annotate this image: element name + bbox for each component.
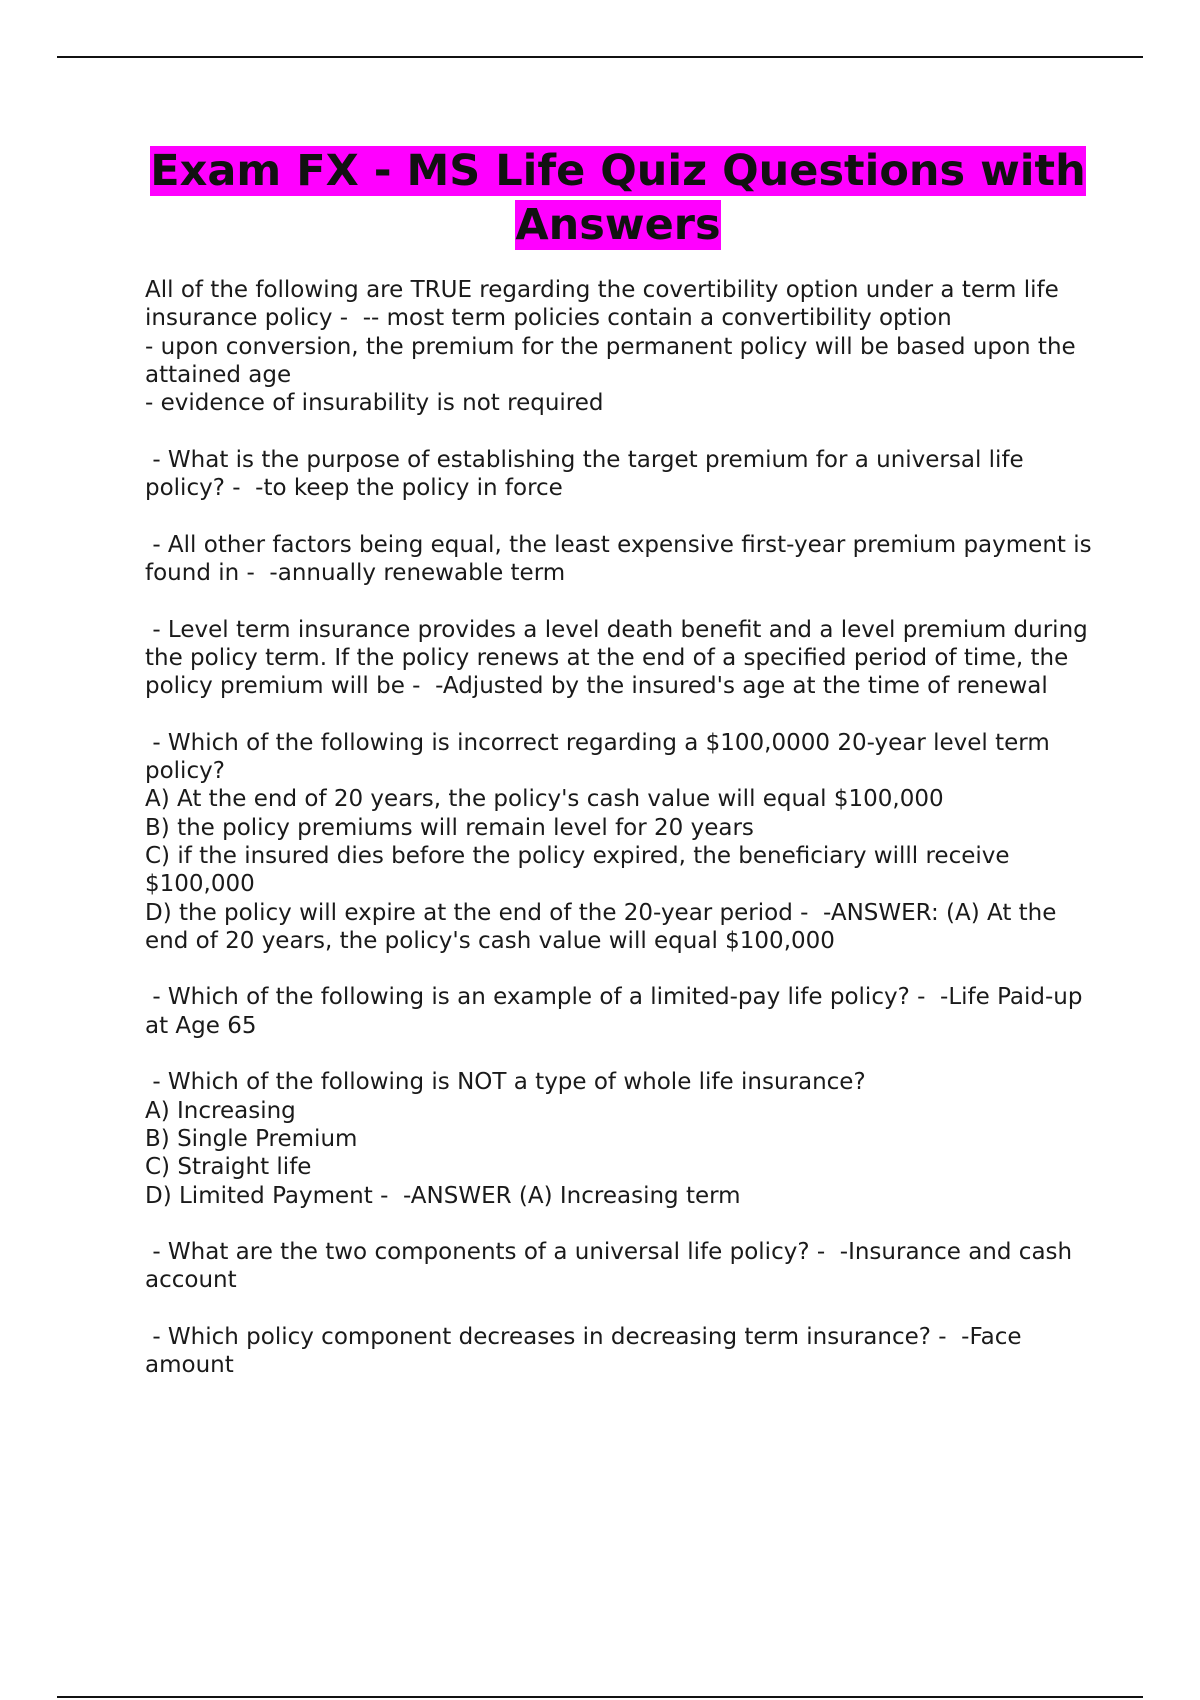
qa-entry: - Which of the following is NOT a type of whole life insurance? A) Increasing B) Single Premium C) Straight life D) Limited Payment - -ANSWER (A) Increasing term [145, 1069, 866, 1209]
qa-entry: - What is the purpose of establishing the target premium for a universal life policy? - -to keep the policy in force [145, 446, 1032, 502]
qa-entry: - Which of the following is an example of a limited-pay life policy? - -Life Paid-up at Age 65 [145, 984, 1090, 1039]
bottom-rule [57, 1696, 1143, 1698]
title-block [100, 144, 1136, 252]
qa-entry: - What are the two components of a universal life policy? - -Insurance and cash account [145, 1239, 1080, 1294]
qa-entry: - All other factors being equal, the least expensive first-year premium payment is found in - -annually renewable term [145, 531, 1099, 586]
qa-entry: - Level term insurance provides a level death benefit and a level premium during the policy term. If the policy renews at the end of a specified period of time, the policy premium will be - -Adjusted by the insured's age at the time of renewal [145, 616, 1096, 700]
qa-entry: All of the following are TRUE regarding the covertibility option under a term life insurance policy - -- most term policies contain a convertibility option - upon conversion, the premium for the permanent policy will be based upon the attained age - evidence of insurability is not required [145, 277, 1076, 417]
top-rule [57, 56, 1143, 58]
qa-entry: - Which policy component decreases in decreasing term insurance? - -Face amount [145, 1323, 1029, 1379]
qa-list [145, 276, 1099, 1408]
qa-entry: - Which of the following is incorrect regarding a $100,0000 20-year level term policy? A) At the end of 20 years, the policy's cash value will equal $100,000 B) the policy premiums will remain level for 20 years C) if the insured dies before the policy expired, the beneficiary willl receive $100,000 D) the policy will expire at the end of the 20-year period - -ANSWER: (A) At the end of 20 years, the policy's cash value will equal $100,000 [145, 729, 1057, 954]
page-title: Exam FX - MS Life Quiz Questions with Answers [150, 146, 1086, 250]
